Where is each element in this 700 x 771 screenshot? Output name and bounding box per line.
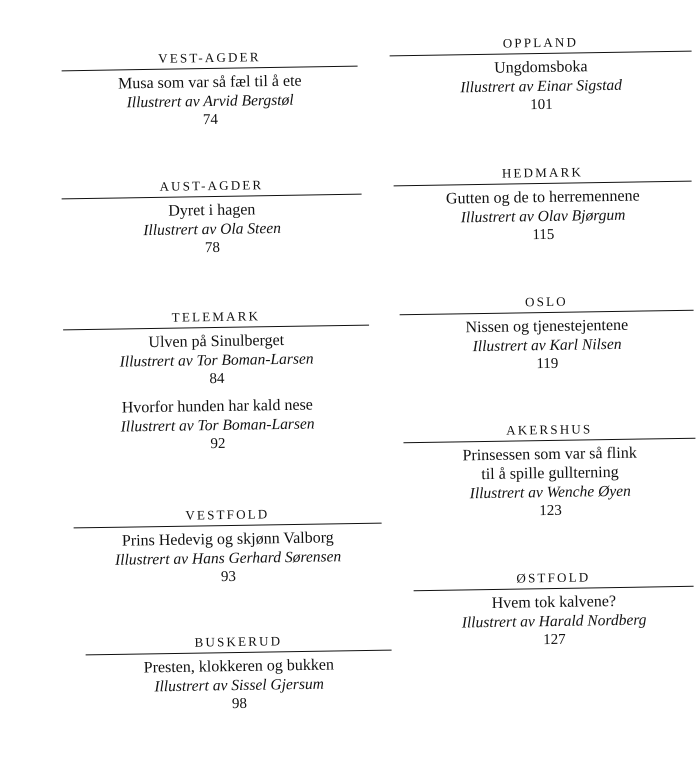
story-page-number: 123 (539, 502, 562, 520)
story-title: Hvem tok kalvene? (491, 593, 617, 612)
story-page-number: 93 (220, 568, 237, 586)
region-heading: ØSTFOLD (516, 569, 591, 586)
region-heading: OPPLAND (502, 34, 579, 51)
region-heading: VEST-AGDER (158, 49, 261, 66)
section-telemark (63, 307, 371, 465)
section-aust-agder (61, 176, 362, 269)
story-page-number: 74 (202, 111, 219, 129)
story-title: Hvorfor hunden har kald nese (121, 396, 313, 417)
story-illustrator: Illustrert av Tor Boman-Larsen (119, 350, 314, 371)
section-hedmark (393, 163, 692, 256)
story-entry (414, 591, 695, 652)
story-entry (63, 330, 370, 392)
section-oslo (399, 292, 694, 385)
story-entry (390, 56, 693, 118)
region-heading: TELEMARK (171, 308, 261, 325)
story-page-number: 119 (536, 355, 559, 373)
region-heading: HEDMARK (501, 164, 584, 181)
section-vestfold (73, 505, 382, 598)
story-page-number: 98 (231, 695, 248, 713)
story-page-number: 92 (210, 435, 226, 453)
story-entry (62, 199, 363, 261)
story-entry (86, 655, 393, 717)
story-illustrator: Illustrert av Ola Steen (143, 219, 282, 240)
story-illustrator: Illustrert av Wenche Øyen (469, 482, 631, 503)
section-buskerud (85, 632, 392, 725)
story-title: Dyret i hagen (168, 201, 256, 220)
story-illustrator: Illustrert av Sissel Gjersum (154, 675, 324, 696)
region-heading: OSLO (524, 293, 568, 310)
divider (414, 586, 694, 591)
story-illustrator: Illustrert av Olav Bjørgum (460, 206, 626, 227)
story-illustrator: Illustrert av Tor Boman-Larsen (120, 415, 315, 436)
region-heading: AUST-AGDER (159, 177, 264, 194)
story-entry (404, 443, 697, 524)
story-title: Nissen og tjenestejentene (465, 316, 629, 337)
story-title: Gutten og de to herremennene (445, 187, 640, 208)
section-oppland (389, 33, 692, 126)
story-page-number: 115 (532, 226, 555, 244)
section-akershus (403, 420, 697, 532)
region-heading: BUSKERUD (194, 633, 283, 650)
section-vest-agder (61, 48, 358, 141)
story-title: Ungdomsboka (494, 58, 588, 77)
story-title: Ulven på Sinulberget (148, 331, 285, 352)
section-ostfold (413, 568, 694, 660)
story-illustrator: Illustrert av Arvid Bergstøl (126, 91, 294, 112)
story-illustrator: Illustrert av Karl Nilsen (472, 335, 622, 356)
story-title: Musa som var så fæl til å ete (117, 72, 302, 93)
story-title: Prins Hedevig og skjønn Valborg (121, 529, 334, 550)
story-entry (400, 315, 695, 377)
story-title: Presten, klokkeren og bukken (143, 656, 335, 677)
story-entry (74, 528, 383, 590)
story-illustrator: Illustrert av Einar Sigstad (460, 76, 623, 97)
story-illustrator: Illustrert av Harald Nordberg (461, 611, 647, 632)
story-entry (62, 71, 359, 133)
region-heading: VESTFOLD (185, 506, 270, 523)
story-page-number: 101 (530, 96, 553, 114)
region-heading: AKERSHUS (506, 421, 593, 438)
story-page-number: 84 (209, 370, 225, 388)
story-title-line-1: Prinsessen som var så flink (462, 444, 637, 465)
story-entry (64, 395, 371, 457)
story-page-number: 127 (543, 631, 566, 649)
story-entry (394, 186, 693, 248)
story-title-line-2: til å spille gullterning (481, 463, 619, 484)
story-illustrator: Illustrert av Hans Gerhard Sørensen (114, 548, 342, 569)
story-page-number: 78 (204, 239, 221, 257)
